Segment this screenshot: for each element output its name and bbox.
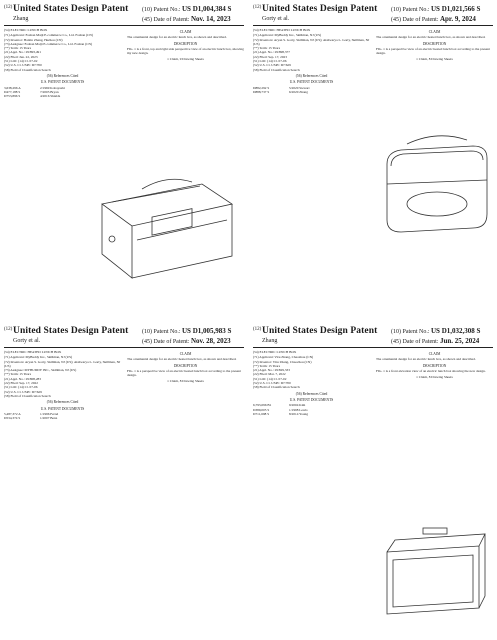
claim-title: CLAIM <box>428 30 441 34</box>
patent-header <box>253 326 493 348</box>
references-title: (56) References Cited <box>46 400 79 405</box>
patent-header <box>253 4 493 26</box>
ref-number: 5,487,372 A <box>4 411 21 416</box>
doc-code: (12) <box>253 327 262 332</box>
patent-panel <box>253 326 493 634</box>
patent-date-code: (45) Date of Patent: <box>142 339 190 345</box>
patent-date-row <box>391 337 479 345</box>
description-title: DESCRIPTION <box>173 363 198 368</box>
locarno-class: (51) LOC (14) Cl. 07-06 <box>253 59 287 64</box>
patent-date-code: (45) Date of Patent: <box>142 17 190 23</box>
ref-number: D753,896 S <box>4 94 21 99</box>
drawing-sheets: 1 Claim, 8 Drawing Sheets <box>416 57 453 62</box>
field-of-search: (58) Field of Classification Search <box>4 393 51 398</box>
references-title: (56) References Cited <box>295 73 328 78</box>
applicant: (71) Applicant: MyBuddy Inc., Skillman, NJ (US) <box>4 355 73 360</box>
ref-date-name: 5/2020 Stewart <box>289 85 310 90</box>
lunch-box-drawing-icon <box>377 124 493 254</box>
invention-title: (54) ELECTRIC LUNCH BOX <box>4 28 48 32</box>
inventor-short: Zhang <box>262 338 278 344</box>
assignee: (73) Assignee: MYBUDDY INC., Skillman, NJ (US) <box>4 368 77 373</box>
field-of-search: (58) Field of Classification Search <box>253 67 300 72</box>
term: (**) Term: 15 Years <box>4 46 32 51</box>
patent-number-row <box>391 5 480 13</box>
description-title: DESCRIPTION <box>173 41 198 46</box>
doc-code: (12) <box>4 5 13 10</box>
drawing-sheets: 1 Claim, 8 Drawing Sheets <box>167 379 204 384</box>
references-subtitle: U.S. PATENT DOCUMENTS <box>40 406 85 411</box>
patent-number: US D1,021,566 S <box>431 5 481 13</box>
inventor-short: Gorty et al. <box>262 16 290 22</box>
ref-number: 3,638,296 A <box>4 85 21 90</box>
references-subtitle: U.S. PATENT DOCUMENTS <box>40 80 85 85</box>
filed-date: (22) Filed: Jun. 22, 2023 <box>4 54 38 59</box>
claim-text: The ornamental design for an electric lunch box, as shown and described. <box>376 357 476 362</box>
patent-date: Nov. 14, 2023 <box>190 15 231 23</box>
lunch-box-drawing-icon <box>375 522 493 632</box>
claim-title: CLAIM <box>428 352 441 356</box>
filed-date: (22) Filed: Mar. 7, 2022 <box>253 372 286 377</box>
inventor: (72) Inventors: Aryan S. Gorty, Skillman, NJ (US); Aishwarya L. Gorty, Skillman, NJ (US) <box>253 37 370 46</box>
locarno-class: (51) LOC (14) Cl. 07-02 <box>253 376 287 381</box>
term: (**) Term: 15 Years <box>253 363 281 368</box>
field-of-search: (58) Field of Classification Search <box>253 385 300 390</box>
claim-title: CLAIM <box>179 352 192 356</box>
filed-date: (22) Filed: Sep. 17, 2022 <box>4 381 38 386</box>
drawing-sheets: 1 Claim, 8 Drawing Sheets <box>416 375 453 380</box>
ref-number: D711,698 S <box>253 411 270 416</box>
patent-date-row <box>391 15 476 23</box>
ref-number: D477,188 S <box>4 89 21 94</box>
inventor: (72) Inventors: Aryan S. Gorty, Skillman, NJ (US); Aishwarya L. Gorty, Skillman, NJ (US) <box>4 359 121 368</box>
locarno-class: (51) LOC (14) Cl. 07-06 <box>4 385 38 390</box>
us-class: (52) U.S. Cl. USPC D7/700 <box>4 63 42 68</box>
us-class: (52) U.S. Cl. USPC D7/700 <box>253 381 291 386</box>
reference-row <box>253 90 370 94</box>
locarno-class: (51) LOC (14) Cl. 07-02 <box>4 59 38 64</box>
references-subtitle: U.S. PATENT DOCUMENTS <box>289 397 334 402</box>
description-text: FIG. 1 is a perspective view of an electric heated lunch box according to the present design. <box>127 368 241 378</box>
field-of-search: (58) Field of Classification Search <box>4 67 51 72</box>
patent-number-code: (10) Patent No.: <box>142 7 181 13</box>
patent-header <box>4 4 244 26</box>
patent-date-code: (45) Date of Patent: <box>391 339 439 345</box>
filed-date: (22) Filed: Sep. 17, 2023 <box>253 54 287 59</box>
applicant: (71) Applicant: Foshan Maiji E-commerce Co., Ltd. Foshan (CN) <box>4 33 93 38</box>
ref-number: D534,374 S <box>4 416 21 421</box>
patent-date: Nov. 28, 2023 <box>190 337 231 345</box>
right-column <box>124 350 244 634</box>
patent-number-row <box>142 327 231 335</box>
ref-date-name: 8/2014 Young <box>289 411 309 416</box>
applicant: (71) Applicant: MyBuddy Inc., Skillman, NJ (US) <box>253 33 322 38</box>
patent-type-title: United States Design Patent <box>262 4 378 14</box>
inventor: (72) Inventor: Viru Zhang, Chaozhou (CN) <box>253 359 312 364</box>
ref-date-name: 1/2007 Benz <box>40 416 58 421</box>
patent-panel <box>4 4 244 312</box>
patent-number: US D1,032,308 S <box>431 327 481 335</box>
ref-number: D389,005 S <box>253 407 270 412</box>
references-title: (56) References Cited <box>46 73 79 78</box>
left-column <box>253 350 373 634</box>
claim-text: The ornamental design for an electric lunch box, as shown and described. <box>127 35 227 40</box>
patent-number: US D1,005,983 S <box>182 327 232 335</box>
patent-date: Jun. 25, 2024 <box>439 337 480 345</box>
references-title: (56) References Cited <box>295 391 328 396</box>
patent-date-row <box>142 15 231 23</box>
claim-title: CLAIM <box>179 30 192 34</box>
patent-type-title: United States Design Patent <box>262 326 378 336</box>
us-class: (52) U.S. Cl. USPC D7/629 <box>4 389 42 394</box>
ref-date-name: 4/2016 Shields <box>40 94 61 99</box>
reference-row <box>4 416 121 420</box>
description-text: FIG. 1 is a front elevation view of an electric lunch box showing the new design. <box>376 368 486 373</box>
patent-date: Apr. 9, 2024 <box>439 15 476 23</box>
term: (**) Term: 15 Years <box>253 46 281 51</box>
patent-panel <box>253 4 493 312</box>
ref-date-name: 1/1998 Lewis <box>289 407 308 412</box>
application-number: (21) Appl. No.: 29/893,491 <box>4 50 41 55</box>
inventor-short: Gorty et al. <box>13 338 41 344</box>
ref-number: D888,737 S <box>253 89 270 94</box>
patent-number-row <box>391 327 480 335</box>
applicant: (71) Applicant: Viru Zhang, Chaozhou (CN) <box>253 355 314 360</box>
ref-number: D882,292 S <box>253 85 270 90</box>
us-class: (52) U.S. Cl. USPC D7/629 <box>253 63 291 68</box>
left-column <box>4 350 124 634</box>
references-subtitle: U.S. PATENT DOCUMENTS <box>289 80 334 85</box>
patent-date-row <box>142 337 231 345</box>
description-text: FIG. 1 is a perspective view of an electric heated lunch box according to the present design. <box>376 46 490 56</box>
description-text: FIG. 1 is a front, top and right side perspective view of an electric lunch box, showing my new design. <box>127 46 244 56</box>
claim-text: The ornamental design for an electric heated lunch box, as shown and described. <box>127 357 237 362</box>
application-number: (21) Appl. No.: 29/829,333 <box>253 368 290 373</box>
patent-number-code: (10) Patent No.: <box>142 329 181 335</box>
patent-type-title: United States Design Patent <box>13 4 129 14</box>
description-title: DESCRIPTION <box>422 363 447 368</box>
application-number: (21) Appl. No.: 29/898,377 <box>253 50 290 55</box>
patent-number-code: (10) Patent No.: <box>391 329 430 335</box>
patent-number: US D1,004,384 S <box>182 5 232 13</box>
invention-title: (54) ELECTRIC LUNCH BOX <box>253 350 297 354</box>
doc-code: (12) <box>4 327 13 332</box>
ref-date-name: 2/1969 Kobayashi <box>40 85 65 90</box>
ref-date-name: 6/2020 Zhang <box>289 89 308 94</box>
claim-text: The ornamental design for an electric heated lunch box, as shown and described. <box>376 35 486 40</box>
lunch-box-drawing-icon <box>82 144 242 312</box>
description-title: DESCRIPTION <box>422 41 447 46</box>
patent-type-title: United States Design Patent <box>13 326 129 336</box>
invention-title: (54) ELECTRIC HEATED LUNCH BOX <box>4 350 62 354</box>
term: (**) Term: 15 Years <box>4 372 32 377</box>
patent-date-code: (45) Date of Patent: <box>391 17 439 23</box>
drawing-sheets: 1 Claim, 9 Drawing Sheets <box>167 57 204 62</box>
application-number: (21) Appl. No.: 29/808,283 <box>4 376 41 381</box>
patent-panel <box>4 326 244 634</box>
assignee: (73) Assignee: Foshan Maiji E-commerce Co., Ltd. Foshan (CN) <box>4 41 93 46</box>
ref-date-name: 1/1996 Ferrel <box>40 411 59 416</box>
ref-date-name: 7/2003 Bryan <box>40 89 59 94</box>
patent-number-code: (10) Patent No.: <box>391 7 430 13</box>
patent-header <box>4 326 244 348</box>
reference-row <box>253 412 370 416</box>
inventor: (72) Inventor: Haixin Zhang, Hezhou (CN) <box>4 37 63 42</box>
ref-number: 6,793,096 B1 <box>253 403 272 408</box>
reference-row <box>4 94 121 98</box>
left-column <box>253 28 373 312</box>
inventor-short: Zhang <box>13 16 29 22</box>
ref-date-name: 9/2004 Kim <box>289 403 306 408</box>
invention-title: (54) ELECTRIC HEATED LUNCH BOX <box>253 28 311 32</box>
doc-code: (12) <box>253 5 262 10</box>
patent-number-row <box>142 5 231 13</box>
